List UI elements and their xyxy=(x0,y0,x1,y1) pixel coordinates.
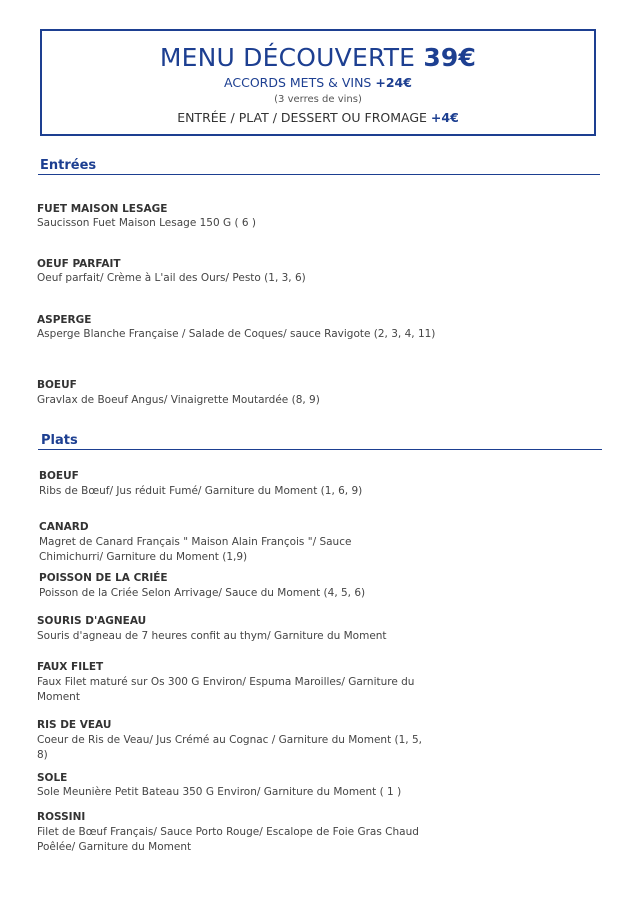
item-description: Ribs de Bœuf/ Jus réduit Fumé/ Garniture du Moment (1, 6, 9) xyxy=(39,485,363,497)
item-name: RIS DE VEAU xyxy=(37,719,112,731)
accords-label: ACCORDS METS & VINS xyxy=(224,75,372,90)
item-name: BOEUF xyxy=(37,379,77,391)
item-description: Asperge Blanche Française / Salade de Coques/ sauce Ravigote (2, 3, 4, 11) xyxy=(37,328,436,340)
menu-title-price: 39€ xyxy=(423,43,477,72)
item-name: OEUF PARFAIT xyxy=(37,258,121,270)
item-name: BOEUF xyxy=(39,470,79,482)
menu-title xyxy=(42,43,594,72)
item-description: Poisson de la Criée Selon Arrivage/ Sauce du Moment (4, 5, 6) xyxy=(39,587,366,599)
accords-price: +24€ xyxy=(375,75,412,90)
item-name: ASPERGE xyxy=(37,314,92,326)
section-title-entrees: Entrées xyxy=(40,158,97,173)
item-name: SOURIS D'AGNEAU xyxy=(37,615,147,627)
item-name: CANARD xyxy=(39,521,89,533)
section-title-plats: Plats xyxy=(41,433,78,448)
item-name: POISSON DE LA CRIÉE xyxy=(39,572,168,584)
item-description: Magret de Canard Français " Maison Alain François "/ Sauce Chimichurri/ Garniture du Moment (1,9) xyxy=(39,536,352,563)
menu-title-text: MENU DÉCOUVERTE xyxy=(159,43,416,72)
item-description: Faux Filet maturé sur Os 300 G Environ/ Espuma Maroilles/ Garniture du Moment xyxy=(37,676,415,703)
menu-decouverte-box xyxy=(40,29,596,136)
item-description: Gravlax de Boeuf Angus/ Vinaigrette Moutardée (8, 9) xyxy=(37,394,320,406)
item-description: Coeur de Ris de Veau/ Jus Crémé au Cognac / Garniture du Moment (1, 5, 8) xyxy=(37,734,422,761)
choix-line xyxy=(42,110,594,125)
item-description: Saucisson Fuet Maison Lesage 150 G ( 6 ) xyxy=(37,217,257,229)
choix-label: ENTRÉE / PLAT / DESSERT OU FROMAGE xyxy=(177,110,427,125)
verres-note: (3 verres de vins) xyxy=(274,94,362,105)
item-description: Filet de Bœuf Français/ Sauce Porto Rouge/ Escalope de Foie Gras Chaud Poêlée/ Garniture du Moment xyxy=(37,826,419,853)
item-description: Oeuf parfait/ Crème à L'ail des Ours/ Pesto (1, 3, 6) xyxy=(37,272,306,284)
item-description: Sole Meunière Petit Bateau 350 G Environ/ Garniture du Moment ( 1 ) xyxy=(37,786,402,798)
choix-price: +4€ xyxy=(430,110,459,125)
accords-line xyxy=(42,75,594,90)
item-description: Souris d'agneau de 7 heures confit au thym/ Garniture du Moment xyxy=(37,630,387,642)
entrees-divider xyxy=(38,174,600,175)
item-name: FAUX FILET xyxy=(37,661,104,673)
plats-divider xyxy=(38,449,602,450)
item-name: ROSSINI xyxy=(37,811,86,823)
item-name: FUET MAISON LESAGE xyxy=(37,203,168,215)
item-name: SOLE xyxy=(37,772,68,784)
